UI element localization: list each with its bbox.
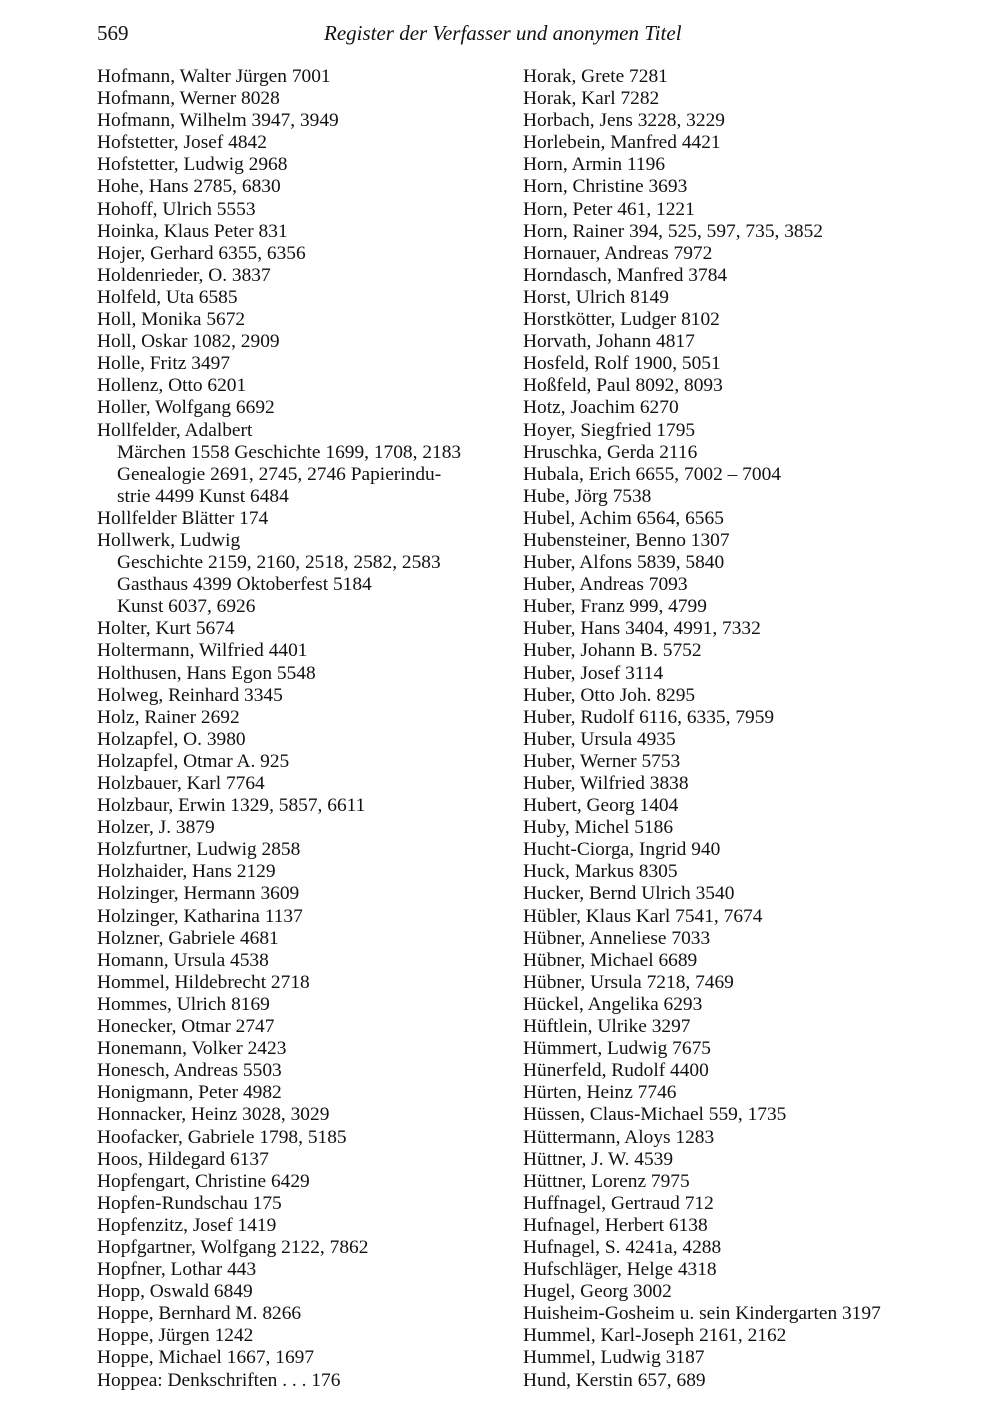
index-entry: Hruschka, Gerda 2116 — [523, 441, 698, 463]
index-entry: Holzfurtner, Ludwig 2858 — [97, 839, 301, 861]
index-entry: Huber, Otto Joh. 8295 — [523, 684, 696, 706]
index-entry: Hoßfeld, Paul 8092, 8093 — [523, 375, 723, 397]
index-entry: Holtermann, Wilfried 4401 — [97, 640, 308, 662]
index-entry: Hufschläger, Helge 4318 — [523, 1259, 717, 1281]
index-entry: Holzhaider, Hans 2129 — [97, 861, 276, 883]
index-entry: Huber, Josef 3114 — [523, 662, 664, 684]
index-entry: Hommel, Hildebrecht 2718 — [97, 971, 310, 993]
index-entry: Honesch, Andreas 5503 — [97, 1060, 282, 1082]
index-entry: Huber, Werner 5753 — [523, 750, 681, 772]
index-entry: Hubert, Georg 1404 — [523, 795, 679, 817]
index-entry: Hofmann, Werner 8028 — [97, 88, 280, 110]
index-entry: Hucker, Bernd Ulrich 3540 — [523, 883, 735, 905]
index-entry: Hummel, Ludwig 3187 — [523, 1347, 705, 1369]
index-entry: Hübner, Michael 6689 — [523, 949, 698, 971]
index-entry: Hoofacker, Gabriele 1798, 5185 — [97, 1126, 347, 1148]
index-entry: Huber, Wilfried 3838 — [523, 773, 689, 794]
index-entry: Huber, Andreas 7093 — [523, 574, 688, 596]
index-entry: Hopfen-Rundschau 175 — [97, 1192, 282, 1214]
index-entry: Holler, Wolfgang 6692 — [97, 397, 275, 419]
index-entry: Hüttermann, Aloys 1283 — [523, 1126, 715, 1148]
index-entry: Hopfner, Lothar 443 — [97, 1259, 257, 1281]
index-entry: Holl, Monika 5672 — [97, 309, 246, 331]
index-subentry: Märchen 1558 Geschichte 1699, 1708, 2183 — [117, 441, 462, 463]
index-entry: Hopfengart, Christine 6429 — [97, 1170, 310, 1192]
index-entry: Hugel, Georg 3002 — [523, 1281, 672, 1303]
right-index-column — [523, 66, 963, 1392]
index-entry: Hofmann, Wilhelm 3947, 3949 — [97, 110, 339, 132]
index-entry: Honigmann, Peter 4982 — [97, 1082, 282, 1104]
index-entry: Horak, Karl 7282 — [523, 88, 660, 110]
index-subentry: Genealogie 2691, 2745, 2746 Papierindu- — [117, 463, 442, 485]
index-entry: Holzer, J. 3879 — [97, 817, 215, 839]
index-entry: Hoppe, Michael 1667, 1697 — [97, 1347, 315, 1369]
index-entry: Holzbaur, Erwin 1329, 5857, 6611 — [97, 795, 366, 817]
index-entry: Hübler, Klaus Karl 7541, 7674 — [523, 905, 763, 927]
index-entry: Huby, Michel 5186 — [523, 817, 674, 839]
index-entry: Horbach, Jens 3228, 3229 — [523, 110, 725, 132]
index-entry: Hohe, Hans 2785, 6830 — [97, 176, 281, 198]
index-entry: Hümmert, Ludwig 7675 — [523, 1038, 711, 1060]
index-entry: Hopfenzitz, Josef 1419 — [97, 1214, 277, 1236]
index-entry: Hückel, Angelika 6293 — [523, 993, 703, 1015]
index-entry: Horst, Ulrich 8149 — [523, 286, 669, 308]
index-entry: Hoos, Hildegard 6137 — [97, 1148, 269, 1170]
index-entry: Honnacker, Heinz 3028, 3029 — [97, 1104, 330, 1126]
index-entry: Hollenz, Otto 6201 — [97, 375, 247, 397]
index-entry: Horstkötter, Ludger 8102 — [523, 309, 720, 331]
index-entry: Huber, Rudolf 6116, 6335, 7959 — [523, 706, 775, 728]
index-entry: Holdenrieder, O. 3837 — [97, 264, 271, 286]
index-entry: Hufnagel, S. 4241a, 4288 — [523, 1236, 722, 1258]
index-entry: Hund, Kerstin 657, 689 — [523, 1369, 706, 1391]
index-entry: Holzinger, Katharina 1137 — [97, 905, 303, 927]
index-entry: Huffnagel, Gertraud 712 — [523, 1192, 714, 1214]
index-entry: Holzbauer, Karl 7764 — [97, 773, 265, 794]
index-entry: Honecker, Otmar 2747 — [97, 1016, 275, 1038]
index-entry: Huber, Franz 999, 4799 — [523, 596, 707, 618]
index-entry: Hoppe, Jürgen 1242 — [97, 1325, 254, 1347]
index-entry: Hufnagel, Herbert 6138 — [523, 1214, 708, 1236]
index-entry: Hohoff, Ulrich 5553 — [97, 198, 256, 220]
index-entry: Hoppe, Bernhard M. 8266 — [97, 1303, 302, 1325]
index-entry: Hollfelder Blätter 174 — [97, 507, 269, 529]
index-entry: Horn, Rainer 394, 525, 597, 735, 3852 — [523, 220, 823, 242]
index-entry: Hüttner, Lorenz 7975 — [523, 1170, 690, 1192]
index-entry: Hotz, Joachim 6270 — [523, 397, 679, 419]
index-entry: Homann, Ursula 4538 — [97, 949, 269, 971]
index-entry: Holzapfel, Otmar A. 925 — [97, 750, 290, 772]
index-entry: Hollfelder, Adalbert — [97, 419, 253, 441]
index-entry: Hüttner, J. W. 4539 — [523, 1148, 674, 1170]
index-entry: Hubensteiner, Benno 1307 — [523, 529, 730, 551]
index-entry: Hübner, Anneliese 7033 — [523, 927, 711, 949]
index-entry: Hosfeld, Rolf 1900, 5051 — [523, 353, 721, 375]
index-entry: Horn, Christine 3693 — [523, 176, 688, 198]
index-entry: Huisheim-Gosheim u. sein Kindergarten 3197 — [523, 1303, 881, 1325]
index-entry: Horn, Peter 461, 1221 — [523, 198, 695, 220]
index-entry: Hofstetter, Ludwig 2968 — [97, 154, 288, 176]
left-index-column — [97, 66, 497, 1392]
index-entry: Honemann, Volker 2423 — [97, 1038, 287, 1060]
index-entry: Hofmann, Walter Jürgen 7001 — [97, 66, 331, 87]
index-entry: Holter, Kurt 5674 — [97, 618, 235, 640]
index-entry: Hube, Jörg 7538 — [523, 485, 652, 507]
index-subentry: Geschichte 2159, 2160, 2518, 2582, 2583 — [117, 552, 441, 574]
index-entry: Huber, Alfons 5839, 5840 — [523, 552, 725, 574]
index-entry: Hummel, Karl-Joseph 2161, 2162 — [523, 1325, 787, 1347]
index-subentry: Gasthaus 4399 Oktoberfest 5184 — [117, 574, 372, 596]
index-entry: Holl, Oskar 1082, 2909 — [97, 331, 280, 353]
index-entry: Huber, Hans 3404, 4991, 7332 — [523, 618, 761, 640]
index-entry: Huber, Ursula 4935 — [523, 728, 676, 750]
index-entry: Hubala, Erich 6655, 7002 – 7004 — [523, 463, 781, 485]
index-entry: Hoinka, Klaus Peter 831 — [97, 220, 288, 242]
index-entry: Hubel, Achim 6564, 6565 — [523, 507, 724, 529]
index-entry: Hopfgartner, Wolfgang 2122, 7862 — [97, 1236, 369, 1258]
index-entry: Holfeld, Uta 6585 — [97, 286, 238, 308]
index-entry: Holthusen, Hans Egon 5548 — [97, 662, 316, 684]
index-entry: Horn, Armin 1196 — [523, 154, 666, 176]
index-entry: Horndasch, Manfred 3784 — [523, 264, 728, 286]
index-entry: Holzinger, Hermann 3609 — [97, 883, 300, 905]
index-subentry: strie 4499 Kunst 6484 — [117, 485, 289, 507]
index-entry: Hollwerk, Ludwig — [97, 529, 241, 551]
running-title: Register der Verfasser und anonymen Titel — [324, 21, 682, 45]
index-entry: Hoyer, Siegfried 1795 — [523, 419, 696, 441]
index-entry: Huber, Johann B. 5752 — [523, 640, 702, 662]
page-number: 569 — [97, 21, 129, 45]
index-entry: Holzner, Gabriele 4681 — [97, 927, 279, 949]
index-entry: Hofstetter, Josef 4842 — [97, 132, 267, 154]
index-entry: Hornauer, Andreas 7972 — [523, 242, 713, 264]
index-entry: Hünerfeld, Rudolf 4400 — [523, 1060, 709, 1082]
index-entry: Hojer, Gerhard 6355, 6356 — [97, 242, 306, 264]
index-entry: Horvath, Johann 4817 — [523, 331, 695, 353]
index-entry: Hübner, Ursula 7218, 7469 — [523, 971, 734, 993]
index-entry: Holweg, Reinhard 3345 — [97, 684, 283, 706]
index-entry: Hopp, Oswald 6849 — [97, 1281, 253, 1303]
index-entry: Hüftlein, Ulrike 3297 — [523, 1016, 691, 1038]
index-entry: Hommes, Ulrich 8169 — [97, 993, 270, 1015]
index-entry: Hüssen, Claus-Michael 559, 1735 — [523, 1104, 787, 1126]
index-entry: Holle, Fritz 3497 — [97, 353, 231, 375]
index-entry: Horlebein, Manfred 4421 — [523, 132, 721, 154]
index-entry: Hucht-Ciorga, Ingrid 940 — [523, 839, 721, 861]
index-entry: Hoppea: Denkschriften . . . 176 — [97, 1369, 341, 1391]
index-subentry: Kunst 6037, 6926 — [117, 596, 256, 618]
index-entry: Horak, Grete 7281 — [523, 66, 668, 87]
index-entry: Huck, Markus 8305 — [523, 861, 678, 883]
index-entry: Holzapfel, O. 3980 — [97, 728, 246, 750]
index-entry: Holz, Rainer 2692 — [97, 706, 240, 728]
index-entry: Hürten, Heinz 7746 — [523, 1082, 677, 1104]
